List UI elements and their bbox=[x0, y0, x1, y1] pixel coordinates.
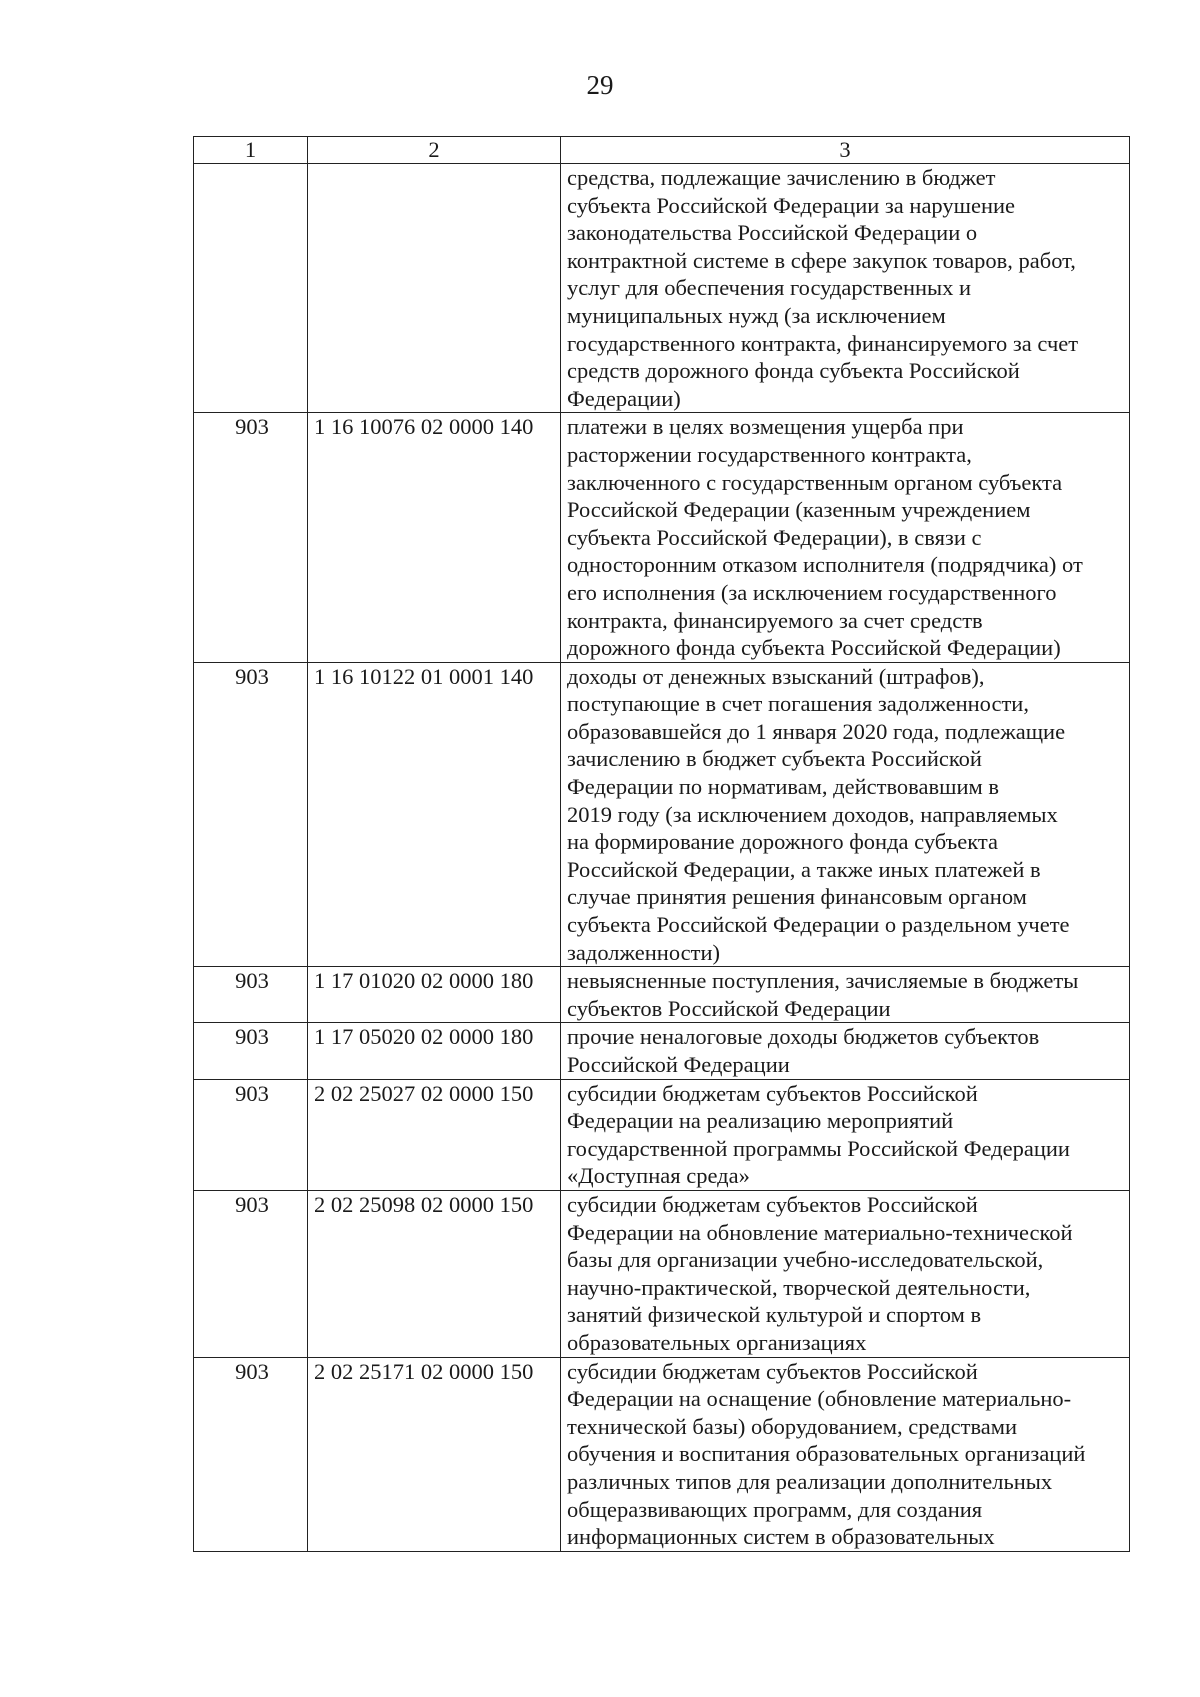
description-line: дорожного фонда субъекта Российской Федерации) bbox=[567, 635, 1061, 661]
description-line: Федерации по нормативам, действовавшим в bbox=[567, 774, 999, 800]
description-line: услуг для обеспечения государственных и bbox=[567, 275, 972, 301]
description-cell bbox=[561, 413, 1130, 662]
table-row bbox=[194, 967, 1130, 1023]
description-line: расторжении государственного контракта, bbox=[567, 441, 972, 467]
revenue-code-cell: 2 02 25171 02 0000 150 bbox=[308, 1357, 561, 1551]
admin-code-cell: 903 bbox=[194, 1357, 308, 1551]
description-line: платежи в целях возмещения ущерба при bbox=[567, 414, 964, 440]
description-line: образовательных организациях bbox=[567, 1329, 867, 1355]
admin-code-cell bbox=[194, 164, 308, 413]
description-cell bbox=[561, 662, 1130, 967]
description-line: Российской Федерации (казенным учреждением bbox=[567, 497, 1031, 523]
revenue-code-cell: 1 17 01020 02 0000 180 bbox=[308, 967, 561, 1023]
column-header-3: 3 bbox=[561, 137, 1130, 164]
description-line: государственного контракта, финансируемого за счет bbox=[567, 330, 1079, 356]
description-line: субсидии бюджетам субъектов Российской bbox=[567, 1080, 978, 1106]
table-row bbox=[194, 1190, 1130, 1357]
description-line: Федерации) bbox=[567, 385, 681, 411]
description-line: средства, подлежащие зачислению в бюджет bbox=[567, 165, 996, 190]
table-row bbox=[194, 164, 1130, 413]
description-line: заключенного с государственным органом субъекта bbox=[567, 469, 1063, 495]
table-row bbox=[194, 413, 1130, 662]
description-line: субсидии бюджетам субъектов Российской bbox=[567, 1191, 978, 1217]
description-line: субъекта Российской Федерации о раздельном учете bbox=[567, 912, 1070, 938]
description-line: «Доступная среда» bbox=[567, 1163, 750, 1189]
description-line: задолженности) bbox=[567, 939, 720, 965]
description-line: 2019 году (за исключением доходов, направляемых bbox=[567, 801, 1058, 827]
description-line: случае принятия решения финансовым органом bbox=[567, 884, 1027, 910]
description-line: невыясненные поступления, зачисляемые в бюджеты bbox=[567, 968, 1079, 994]
revenue-codes-table bbox=[193, 136, 1130, 1552]
description-cell bbox=[561, 1023, 1130, 1079]
revenue-code-cell: 2 02 25098 02 0000 150 bbox=[308, 1190, 561, 1357]
description-line: общеразвивающих программ, для создания bbox=[567, 1496, 983, 1522]
description-cell bbox=[561, 967, 1130, 1023]
description-line: на формирование дорожного фонда субъекта bbox=[567, 829, 999, 855]
description-line: зачислению в бюджет субъекта Российской bbox=[567, 746, 982, 772]
description-line: муниципальных нужд (за исключением bbox=[567, 302, 946, 328]
description-line: контракта, финансируемого за счет средств bbox=[567, 607, 983, 633]
admin-code-cell: 903 bbox=[194, 967, 308, 1023]
description-line: доходы от денежных взысканий (штрафов), bbox=[567, 663, 985, 689]
table-row bbox=[194, 1023, 1130, 1079]
admin-code-cell: 903 bbox=[194, 413, 308, 662]
description-line: контрактной системе в сфере закупок товаров, работ, bbox=[567, 247, 1076, 273]
description-line: базы для организации учебно-исследовательской, bbox=[567, 1247, 1044, 1273]
column-header-2: 2 bbox=[308, 137, 561, 164]
table-header-row bbox=[194, 137, 1130, 164]
description-line: прочие неналоговые доходы бюджетов субъектов bbox=[567, 1024, 1040, 1050]
description-line: занятий физической культурой и спортом в bbox=[567, 1302, 982, 1328]
admin-code-cell: 903 bbox=[194, 1023, 308, 1079]
description-line: Российской Федерации bbox=[567, 1052, 790, 1077]
description-line: его исполнения (за исключением государственного bbox=[567, 579, 1057, 605]
description-line: средств дорожного фонда субъекта Российской bbox=[567, 358, 1020, 384]
description-cell bbox=[561, 164, 1130, 413]
revenue-code-cell: 1 17 05020 02 0000 180 bbox=[308, 1023, 561, 1079]
admin-code-cell: 903 bbox=[194, 1079, 308, 1190]
table-row bbox=[194, 1357, 1130, 1551]
column-header-1: 1 bbox=[194, 137, 308, 164]
description-line: информационных систем в образовательных bbox=[567, 1524, 995, 1550]
table-row bbox=[194, 662, 1130, 967]
page-number: 29 bbox=[586, 70, 614, 100]
description-line: Федерации на реализацию мероприятий bbox=[567, 1108, 954, 1134]
admin-code-cell: 903 bbox=[194, 662, 308, 967]
description-cell bbox=[561, 1190, 1130, 1357]
description-line: технической базы) оборудованием, средствами bbox=[567, 1413, 1018, 1439]
description-line: односторонним отказом исполнителя (подрядчика) от bbox=[567, 552, 1083, 578]
revenue-code-cell: 2 02 25027 02 0000 150 bbox=[308, 1079, 561, 1190]
description-line: обучения и воспитания образовательных организаций bbox=[567, 1441, 1086, 1467]
description-line: научно-практической, творческой деятельности, bbox=[567, 1274, 1031, 1300]
description-line: субъекта Российской Федерации), в связи с bbox=[567, 524, 982, 550]
description-line: образовавшейся до 1 января 2020 года, подлежащие bbox=[567, 718, 1066, 744]
revenue-code-cell: 1 16 10076 02 0000 140 bbox=[308, 413, 561, 662]
description-line: Федерации на оснащение (обновление материально- bbox=[567, 1386, 1072, 1412]
description-line: поступающие в счет погашения задолженности, bbox=[567, 691, 1029, 717]
description-line: субъектов Российской Федерации bbox=[567, 995, 891, 1021]
description-cell bbox=[561, 1357, 1130, 1551]
description-line: законодательства Российской Федерации о bbox=[567, 220, 978, 246]
description-line: субсидии бюджетам субъектов Российской bbox=[567, 1358, 978, 1384]
description-cell bbox=[561, 1079, 1130, 1190]
table-row bbox=[194, 1079, 1130, 1190]
admin-code-cell: 903 bbox=[194, 1190, 308, 1357]
description-line: субъекта Российской Федерации за нарушение bbox=[567, 192, 1016, 218]
revenue-code-cell: 1 16 10122 01 0001 140 bbox=[308, 662, 561, 967]
description-line: Федерации на обновление материально-технической bbox=[567, 1219, 1073, 1245]
description-line: различных типов для реализации дополнительных bbox=[567, 1468, 1053, 1494]
revenue-code-cell bbox=[308, 164, 561, 413]
description-line: Российской Федерации, а также иных платежей в bbox=[567, 856, 1041, 882]
description-line: государственной программы Российской Федерации bbox=[567, 1135, 1070, 1161]
